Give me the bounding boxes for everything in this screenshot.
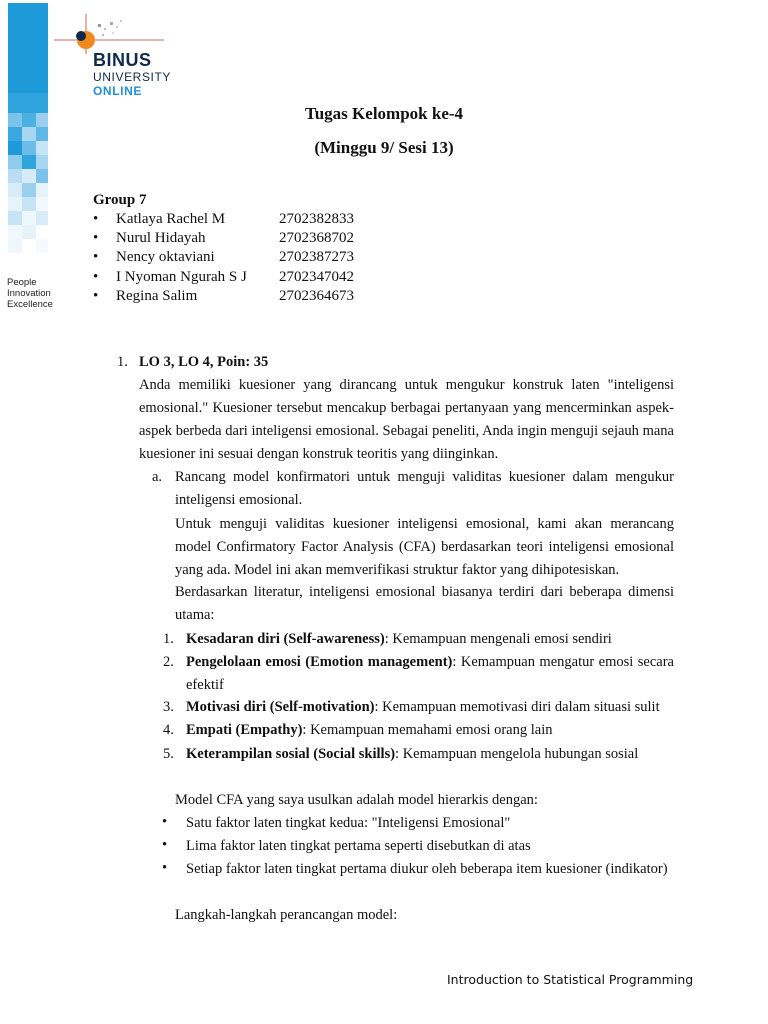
model-bullet: Satu faktor laten tingkat kedua: "Inteligensi Emosional": [186, 815, 511, 831]
document-subtitle: (Minggu 9/ Sesi 13): [314, 138, 454, 157]
dimension-item: [186, 719, 674, 742]
document-title: Tugas Kelompok ke-4: [304, 104, 464, 123]
member-nim: 2702364673: [279, 288, 354, 304]
bullet-icon: •: [93, 230, 99, 246]
member-nim: 2702382833: [279, 211, 354, 227]
question-header: LO 3, LO 4, Poin: 35: [139, 354, 269, 370]
answer-paragraph-2: Berdasarkan literatur, inteligensi emosional biasanya terdiri dari beberapa dimensi utama:: [175, 584, 674, 623]
sub-question-text: Rancang model konfirmatori untuk menguji validitas kuesioner dalam mengukur inteligensi emosional.: [175, 469, 674, 508]
question-body: Anda memiliki kuesioner yang dirancang untuk mengukur konstruk laten "inteligensi emosional." Kuesioner tersebut mencakup berbagai pertanyaan yang mencerminkan aspek-aspek berbeda dari inteligensi emosional. Sebagai peneliti, Anda ingin menguji sejauh mana kuesioner ini sesuai dengan konstruk teoritis yang diinginkan.: [139, 377, 674, 462]
bullet-icon: •: [162, 860, 168, 876]
dimension-desc: : Kemampuan mengatur emosi secara efektif: [186, 654, 674, 693]
dimension-desc: : Kemampuan memotivasi diri dalam situasi sulit: [374, 699, 660, 715]
sub-question-label: a.: [152, 469, 163, 485]
member-nim: 2702387273: [279, 249, 354, 265]
bullet-icon: •: [93, 249, 99, 265]
bullet-icon: •: [162, 837, 168, 853]
model-bullet: Lima faktor laten tingkat pertama seperti disebutkan di atas: [186, 838, 531, 854]
brand-tagline: [7, 277, 53, 310]
dimension-item: [186, 628, 674, 651]
brand-line2: UNIVERSITY: [93, 70, 172, 84]
page-footer: Introduction to Statistical Programming: [447, 972, 694, 987]
dimension-term: Motivasi diri (Self-motivation): [186, 699, 375, 715]
dimension-number: 2.: [163, 654, 174, 670]
dimension-desc: : Kemampuan mengelola hubungan sosial: [395, 746, 639, 762]
dimension-term: Pengelolaan emosi (Emotion management): [186, 654, 453, 670]
member-name: Nurul Hidayah: [116, 230, 206, 246]
dimension-item: [186, 696, 674, 719]
brand-name: BINUS: [93, 50, 152, 70]
brand-line3: ONLINE: [93, 84, 142, 98]
bullet-icon: •: [162, 814, 168, 830]
bullet-icon: •: [93, 269, 99, 285]
tagline-excellence: Excellence: [7, 299, 53, 310]
member-nim: 2702347042: [279, 269, 354, 285]
member-row: [93, 230, 393, 249]
member-nim: 2702368702: [279, 230, 354, 246]
dimension-term: Empati (Empathy): [186, 722, 303, 738]
member-name: Nency oktaviani: [116, 249, 215, 265]
member-name: I Nyoman Ngurah S J: [116, 269, 247, 285]
dimension-number: 3.: [163, 699, 174, 715]
dimension-number: 5.: [163, 746, 174, 762]
steps-intro: Langkah-langkah perancangan model:: [175, 907, 398, 923]
answer-paragraph-1: Untuk menguji validitas kuesioner inteligensi emosional, kami akan merancang model Confirmatory Factor Analysis (CFA) berdasarkan teori inteligensi emosional yang ada. Model ini akan memverifikasi struktur faktor yang dihipotesiskan.: [175, 516, 674, 578]
member-row: [93, 269, 393, 288]
dimension-number: 1.: [163, 631, 174, 647]
model-bullet: Setiap faktor laten tingkat pertama diukur oleh beberapa item kuesioner (indikator): [186, 861, 668, 877]
dimension-number: 4.: [163, 722, 174, 738]
dimension-term: Keterampilan sosial (Social skills): [186, 746, 396, 762]
member-name: Katlaya Rachel M: [116, 211, 226, 227]
dimension-item: [186, 743, 674, 766]
bullet-icon: •: [93, 211, 99, 227]
tagline-innovation: Innovation: [7, 288, 51, 299]
dimension-term: Kesadaran diri (Self-awareness): [186, 631, 385, 647]
dimension-item: [186, 651, 674, 697]
member-row: [93, 249, 393, 268]
bullet-icon: •: [93, 288, 99, 304]
model-intro: Model CFA yang saya usulkan adalah model hierarkis dengan:: [175, 792, 538, 808]
dimension-desc: : Kemampuan mengenali emosi sendiri: [384, 631, 612, 647]
member-row: [93, 211, 393, 230]
question-number: 1.: [117, 354, 128, 370]
member-row: [93, 288, 393, 307]
dimension-desc: : Kemampuan memahami emosi orang lain: [302, 722, 553, 738]
member-name: Regina Salim: [116, 288, 198, 304]
tagline-people: People: [7, 277, 37, 288]
group-title: Group 7: [93, 192, 147, 208]
